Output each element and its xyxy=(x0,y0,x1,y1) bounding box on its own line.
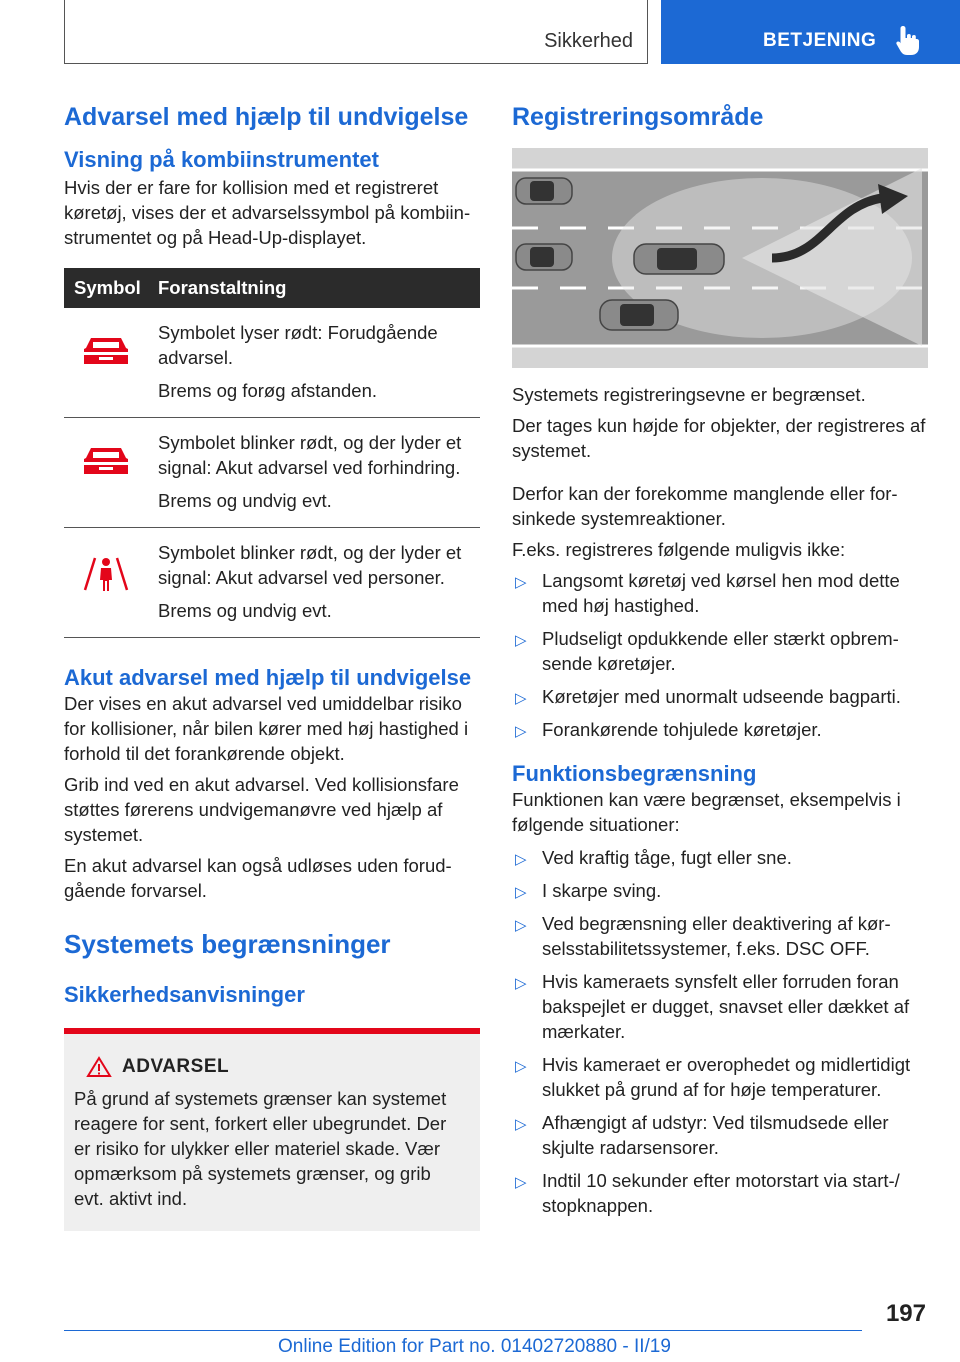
bullet-triangle-icon: ▷ xyxy=(515,975,527,992)
table-header-action: Foranstaltning xyxy=(148,268,480,308)
list-item: ▷ Langsomt køretøj ved kørsel hen mod dette med høj hastighed. xyxy=(515,570,900,616)
header-chapter-label: BETJENING xyxy=(763,30,877,51)
car-warning-icon xyxy=(81,334,131,368)
section-title-detection-range: Registreringsområde xyxy=(512,103,764,131)
warning-title xyxy=(74,1056,470,1078)
bullet-triangle-icon: ▷ xyxy=(515,851,527,868)
list-item: ▷ Indtil 10 sekunder efter motorstart via start-/ stopknappen. xyxy=(515,1170,900,1216)
subtitle-acute-warning: Akut advarsel med hjælp til undvigelse xyxy=(64,665,472,690)
table-action-text: Brems og forøg afstanden. xyxy=(158,380,378,401)
bullet-triangle-icon: ▷ xyxy=(515,723,527,740)
table-action-text: Symbolet blinker rødt, og der lyder et signal: Akut advarsel ved personer. xyxy=(158,542,462,588)
road-detection-diagram xyxy=(512,148,928,368)
intro-paragraph: Hvis der er fare for kollision med et registreret køretøj, vises der et advarselssymbol på kombiinstrumentet og på Head-Up-displayet. xyxy=(64,177,471,248)
table-row xyxy=(64,308,480,418)
footer-edition-text: Online Edition for Part no. 01402720880 - II/19 xyxy=(278,1336,671,1357)
right-column xyxy=(512,102,928,1226)
function-limits-paragraph: Funktionen kan være begrænset, eksempelvis i følgende situationer: xyxy=(512,789,901,835)
list-item: ▷ Pludseligt opdukkende eller stærkt opbremsende køretøjer. xyxy=(515,628,899,674)
bullet-triangle-icon: ▷ xyxy=(515,690,527,707)
list-item: ▷ Hvis kameraet er overophedet og midlertidigt slukket på grund af for høje temperaturer. xyxy=(515,1054,911,1100)
table-header-symbol: Symbol xyxy=(64,268,148,308)
warning-title-text: ADVARSEL xyxy=(122,1056,230,1077)
bullet-triangle-icon: ▷ xyxy=(515,1174,527,1191)
bullet-triangle-icon: ▷ xyxy=(515,917,527,934)
symbol-table xyxy=(64,268,480,638)
subtitle-safety-notes: Sikkerhedsanvisninger xyxy=(64,982,305,1007)
acute-warning-paragraph-1: Der vises en akut advarsel ved umiddelbar risiko for kollisioner, når bilen kører med høj hastighed i forhold til det forankørende objekt. xyxy=(64,693,469,764)
header-chapter-tab xyxy=(661,0,960,64)
list-item: ▷ Ved begrænsning eller deaktivering af kørselsstabilitetssystemer, f.eks. DSC OFF. xyxy=(515,913,891,959)
detection-paragraph-1: Systemets registreringsevne er begrænset. xyxy=(512,384,866,405)
table-cell-symbol xyxy=(64,308,148,418)
list-item: ▷ I skarpe sving. xyxy=(512,878,928,903)
bullet-triangle-icon: ▷ xyxy=(515,574,527,591)
header-section-box xyxy=(64,0,648,64)
detection-range-illustration xyxy=(512,148,928,368)
table-row xyxy=(64,418,480,528)
section-title-limits: Systemets begrænsninger xyxy=(64,929,391,959)
page-number: 197 xyxy=(885,1300,926,1327)
footer-divider xyxy=(64,1330,862,1331)
detection-paragraph-4: F.eks. registreres følgende muligvis ikke: xyxy=(512,539,846,560)
undetected-objects-list xyxy=(512,568,928,742)
list-item: ▷ Afhængigt af udstyr: Ved tilsmudsede eller skjulte radarsensorer. xyxy=(515,1112,889,1158)
list-item: ▷ Ved kraftig tåge, fugt eller sne. xyxy=(512,845,928,870)
detection-paragraph-3: Derfor kan der forekomme manglende eller forsinkede systemreaktioner. xyxy=(512,483,898,529)
acute-warning-paragraph-3: En akut advarsel kan også udløses uden forudgående forvarsel. xyxy=(64,855,452,901)
table-action-text: Symbolet lyser rødt: Forudgående advarsel. xyxy=(158,322,438,368)
function-limits-list xyxy=(512,845,928,1218)
car-icon xyxy=(634,244,724,274)
table-cell-symbol xyxy=(64,418,148,528)
table-action-text: Symbolet blinker rødt, og der lyder et signal: Akut advarsel ved forhindring. xyxy=(158,432,462,478)
section-title-evasion: Advarsel med hjælp til undvigelse xyxy=(64,103,469,131)
list-item: ▷ Hvis kameraets synsfelt eller forruden foran bakspejlet er dugget, snavset eller dækket af mærkater. xyxy=(515,971,910,1042)
bullet-triangle-icon: ▷ xyxy=(515,1116,527,1133)
table-cell-action xyxy=(148,418,480,528)
subtitle-instrument-display: Visning på kombiinstrumentet xyxy=(64,147,379,172)
car-icon xyxy=(516,244,572,270)
acute-warning-paragraph-2: Grib ind ved en akut advarsel. Ved kollisionsfare støttes førerens undvigemanøvre ved hjælp af systemet. xyxy=(64,774,459,845)
pointing-hand-icon xyxy=(894,24,922,56)
table-cell-action xyxy=(148,308,480,418)
warning-box xyxy=(64,1028,480,1231)
table-cell-symbol xyxy=(64,528,148,638)
car-warning-icon xyxy=(81,444,131,478)
table-action-text: Brems og undvig evt. xyxy=(158,490,332,511)
table-action-text: Brems og undvig evt. xyxy=(158,600,332,621)
car-icon xyxy=(600,300,678,330)
section-title-function-limits: Funktionsbegrænsning xyxy=(512,761,757,786)
table-header-row xyxy=(64,268,480,308)
table-cell-action xyxy=(148,528,480,638)
header-section-label: Sikkerhed xyxy=(544,30,633,52)
bullet-triangle-icon: ▷ xyxy=(515,632,527,649)
list-item: ▷ Forankørende tohjulede køretøjer. xyxy=(512,717,928,742)
warning-triangle-icon xyxy=(86,1056,112,1078)
table-row xyxy=(64,528,480,638)
left-column xyxy=(64,102,480,1231)
bullet-triangle-icon: ▷ xyxy=(515,1058,527,1075)
warning-text: På grund af systemets grænser kan systemet reagere for sent, forkert eller ubegrundet. Der er risiko for ulykker eller materiel skade. Vær opmærksom på systemets grænser, og grib evt. aktivt ind. xyxy=(74,1088,447,1209)
car-icon xyxy=(516,178,572,204)
pedestrian-warning-icon xyxy=(81,554,131,594)
detection-paragraph-2: Der tages kun højde for objekter, der registreres af systemet. xyxy=(512,415,926,461)
list-item: ▷ Køretøjer med unormalt udseende bagparti. xyxy=(512,684,928,709)
bullet-triangle-icon: ▷ xyxy=(515,884,527,901)
